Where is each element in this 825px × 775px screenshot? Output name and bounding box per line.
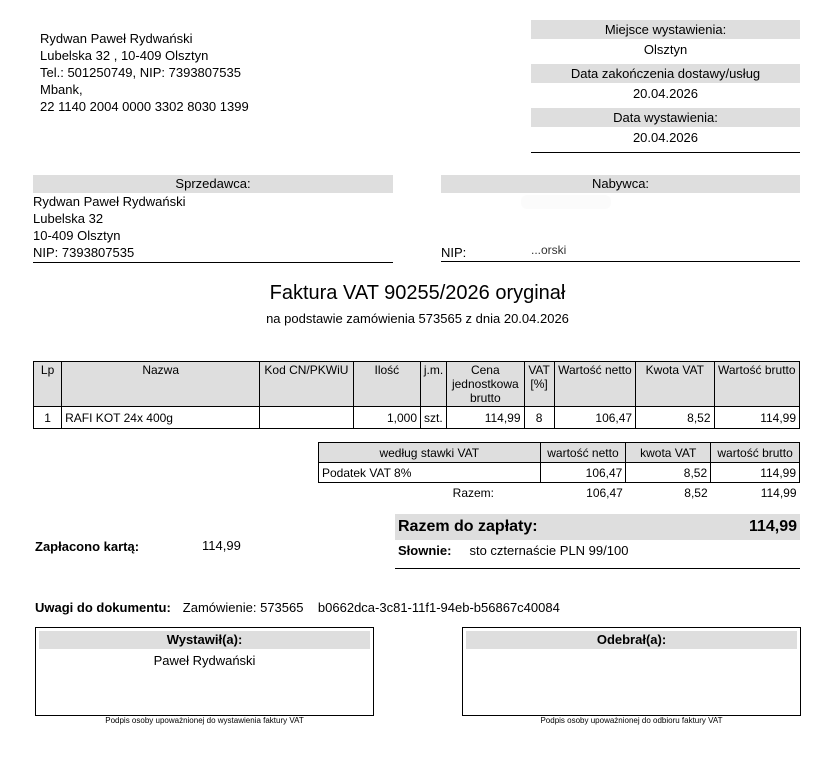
cell-lp: 1 [34, 407, 62, 429]
col-vat: VAT [%] [524, 362, 554, 407]
vat-rate-label: Podatek VAT 8% [319, 463, 541, 483]
vat-total-label: Razem: [452, 485, 495, 500]
delivery-date-label: Data zakończenia dostawy/usług [531, 64, 800, 83]
col-code: Kod CN/PKWiU [260, 362, 353, 407]
redacted-area [521, 195, 611, 209]
issuer-block [40, 30, 249, 115]
col-lp: Lp [34, 362, 62, 407]
notes-label: Uwagi do dokumentu: [35, 600, 171, 615]
cell-unit: szt. [421, 407, 447, 429]
cell-vat-amount: 8,52 [636, 407, 714, 429]
vat-summary-table [318, 442, 800, 503]
items-table [33, 361, 800, 429]
col-unit: j.m. [421, 362, 447, 407]
invoice-title: Faktura VAT 90255/2026 oryginał [269, 282, 566, 304]
words-value: sto czternaście PLN 99/100 [469, 543, 629, 558]
buyer-nip: NIP: [441, 245, 467, 260]
vat-net: 106,47 [540, 463, 626, 483]
place-value: Olsztyn [643, 42, 688, 57]
issued-by-header: Wystawił(a): [39, 631, 370, 649]
col-name: Nazwa [62, 362, 260, 407]
place-label: Miejsce wystawienia: [531, 20, 800, 39]
cell-qty: 1,000 [353, 407, 420, 429]
buyer-header: Nabywca: [441, 175, 800, 193]
issuer-name: Rydwan Paweł Rydwański [40, 31, 193, 46]
words-label: Słownie: [398, 543, 452, 558]
issuer-account: 22 1140 2004 0000 3302 8030 1399 [40, 99, 249, 114]
issued-by-box [35, 627, 374, 716]
amount-due-value: 114,99 [748, 518, 797, 535]
received-by-caption: Podpis osoby upoważnionej do odbioru faktury VAT [540, 716, 723, 725]
received-by-box [462, 627, 801, 716]
issue-date-value: 20.04.2026 [632, 130, 699, 145]
received-by-header: Odebrał(a): [466, 631, 797, 649]
cell-name: RAFI KOT 24x 400g [62, 407, 260, 429]
issued-by-caption: Podpis osoby upoważnionej do wystawienia faktury VAT [105, 716, 304, 725]
seller-header: Sprzedawca: [33, 175, 393, 193]
col-vat-amount: Kwota VAT [636, 362, 714, 407]
issuer-contact: Tel.: 501250749, NIP: 7393807535 [40, 65, 241, 80]
cell-gross: 114,99 [714, 407, 800, 429]
vat-gross: 114,99 [711, 463, 800, 483]
amount-due-label: Razem do zapłaty: [398, 518, 538, 535]
buyer-partial-name: ...orski [531, 243, 567, 257]
seller-street: Lubelska 32 [33, 211, 104, 226]
seller-name: Rydwan Paweł Rydwański [33, 194, 186, 209]
vat-total-net: 106,47 [586, 485, 623, 500]
document-notes [35, 600, 560, 615]
col-gross: Wartość brutto [714, 362, 800, 407]
table-row [34, 407, 800, 429]
vat-col-rate: według stawki VAT [319, 443, 541, 463]
invoice-meta [531, 20, 800, 153]
buyer-section [441, 175, 800, 262]
vat-col-gross: wartość brutto [711, 443, 800, 463]
cell-code [260, 407, 353, 429]
issuer-bank: Mbank, [40, 82, 83, 97]
payment-value: 114,99 [202, 538, 241, 553]
seller-nip: NIP: 7393807535 [33, 245, 135, 260]
issued-by-name: Paweł Rydwański [153, 653, 256, 668]
col-unit-price: Cena jednostkowa brutto [447, 362, 524, 407]
col-qty: Ilość [353, 362, 420, 407]
vat-total-row [319, 483, 800, 503]
seller-city: 10-409 Olsztyn [33, 228, 121, 243]
vat-total-amount: 8,52 [684, 485, 708, 500]
issuer-address: Lubelska 32 , 10-409 Olsztyn [40, 48, 209, 63]
vat-col-amount: kwota VAT [626, 443, 711, 463]
vat-amount: 8,52 [626, 463, 711, 483]
issue-date-label: Data wystawienia: [531, 108, 800, 127]
cell-vat: 8 [524, 407, 554, 429]
cell-net: 106,47 [554, 407, 635, 429]
notes-value: Zamówienie: 573565 b0662dca-3c81-11f1-94eb-b56867c40084 [182, 600, 560, 615]
table-row [319, 463, 800, 483]
cell-unit-price: 114,99 [447, 407, 524, 429]
col-net: Wartość netto [554, 362, 635, 407]
payment-label: Zapłacono kartą: [35, 539, 140, 554]
seller-section [33, 175, 393, 263]
delivery-date-value: 20.04.2026 [632, 86, 699, 101]
vat-total-gross: 114,99 [760, 485, 797, 500]
invoice-subtitle: na podstawie zamówienia 573565 z dnia 20.04.2026 [266, 311, 569, 326]
vat-col-net: wartość netto [540, 443, 626, 463]
amount-due-section [395, 514, 800, 569]
